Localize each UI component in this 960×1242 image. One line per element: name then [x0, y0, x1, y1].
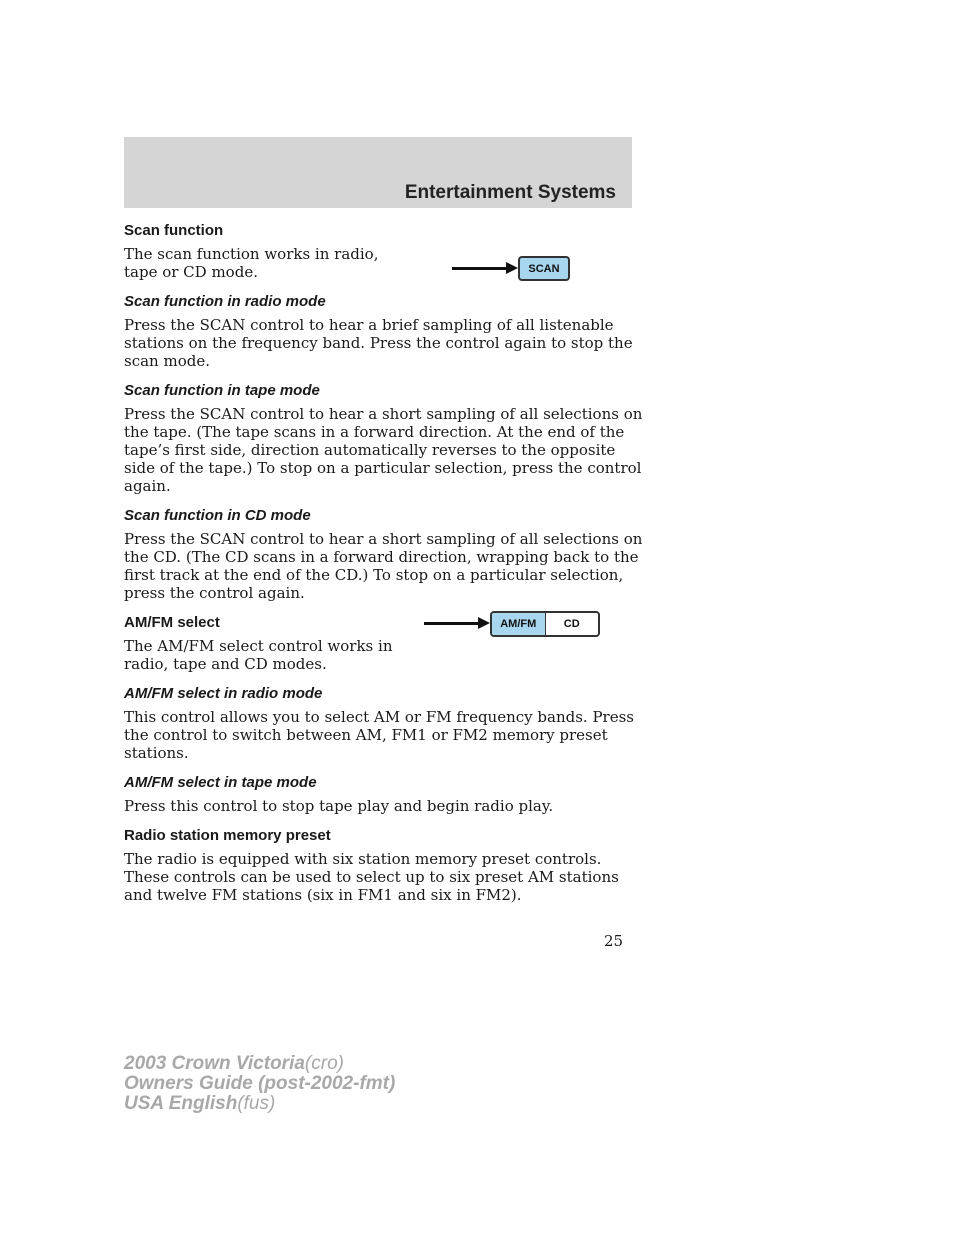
amfm-button[interactable]: AM/FM [492, 613, 546, 635]
scan-tape-text: Press the SCAN control to hear a short sampling of all selections on the tape. (The tape scans in a forward direction. At the end of the tape’s first side, direction automatically reverses to the opposite side of the tape.) To stop on a particular selection, press the control again. [124, 405, 643, 495]
scan-function-intro: The scan function works in radio, tape or CD mode. [124, 245, 379, 281]
page-content [124, 222, 644, 916]
amfm-select-heading: AM/FM select [124, 614, 220, 631]
footer-model-code: (cro) [304, 1053, 344, 1074]
amfm-cd-button-pair [490, 611, 600, 637]
cd-button[interactable]: CD [563, 618, 580, 630]
footer-model: 2003 Crown Victoria [124, 1053, 305, 1074]
amfm-radio-text: This control allows you to select AM or FM frequency bands. Press the control to switch between AM, FM1 or FM2 memory preset stations. [124, 708, 634, 762]
document-footer [124, 1054, 395, 1114]
scan-cd-heading: Scan function in CD mode [124, 507, 311, 524]
arrow-right-icon [478, 617, 490, 629]
scan-radio-heading: Scan function in radio mode [124, 293, 326, 310]
arrow-line [424, 622, 480, 625]
memory-preset-text: The radio is equipped with six station memory preset controls. These controls can be used to select up to six preset AM stations and twelve FM stations (six in FM1 and six in FM2). [124, 850, 619, 904]
footer-language-code: (fus) [237, 1093, 276, 1114]
scan-tape-heading: Scan function in tape mode [124, 382, 320, 399]
footer-language: USA English [124, 1093, 238, 1114]
page-number: 25 [604, 932, 624, 950]
amfm-tape-heading: AM/FM select in tape mode [124, 774, 317, 791]
amfm-radio-heading: AM/FM select in radio mode [124, 685, 323, 702]
memory-preset-heading: Radio station memory preset [124, 827, 331, 844]
scan-cd-text: Press the SCAN control to hear a short sampling of all selections on the CD. (The CD scans in a forward direction, wrapping back to the first track at the end of the CD.) To stop on a particular selection, press the control again. [124, 530, 643, 602]
page-header-title: Entertainment Systems [404, 182, 616, 203]
scan-button[interactable]: SCAN [518, 256, 570, 281]
arrow-right-icon [506, 262, 518, 274]
header-band [124, 137, 632, 208]
scan-radio-text: Press the SCAN control to hear a brief sampling of all listenable stations on the frequency band. Press the control again to stop the scan mode. [124, 316, 633, 370]
scan-function-heading: Scan function [124, 222, 224, 239]
amfm-tape-text: Press this control to stop tape play and begin radio play. [124, 797, 554, 815]
arrow-line [452, 267, 508, 270]
footer-guide: Owners Guide (post-2002-fmt) [124, 1073, 396, 1094]
amfm-select-intro: The AM/FM select control works in radio, tape and CD modes. [124, 637, 393, 673]
